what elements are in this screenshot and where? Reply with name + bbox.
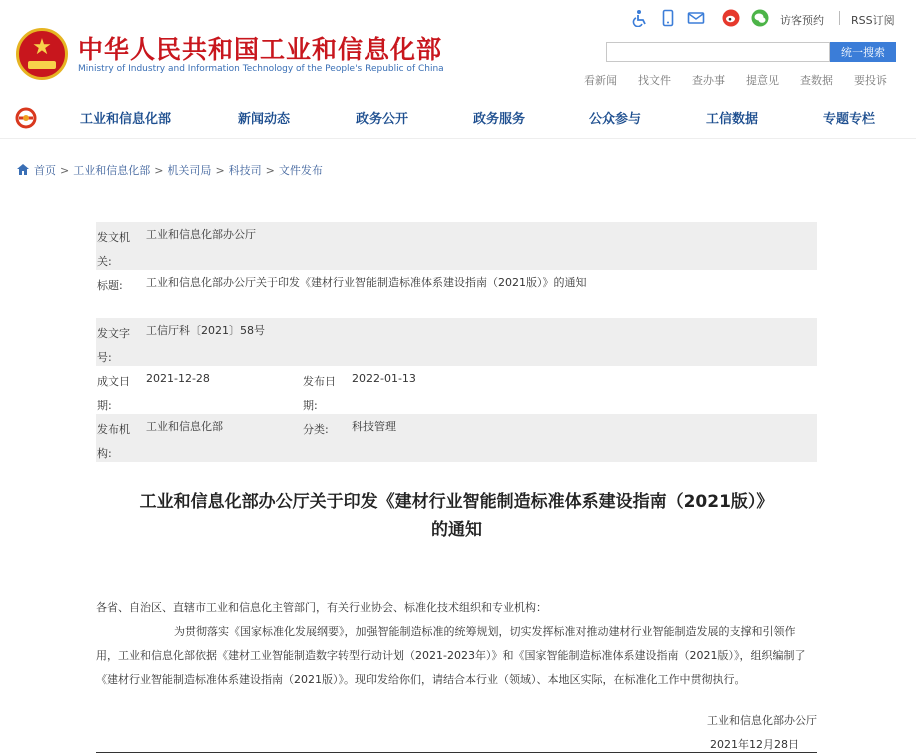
nav-item-participation[interactable]: 公众参与 [589,112,642,127]
nav-item-gov-affairs[interactable]: 政务公开 [356,112,409,127]
site-title[interactable]: 中华人民共和国工业和信息化部 [78,35,443,64]
document-paragraph: 为贯彻落实《国家标准化发展纲要》，加强智能制造标准的统筹规划，切实发挥标准对推动建材行业智能制造发展的支撑和引领作用，工业和信息化部依据《建材工业智能制造数字转型行动计划（2021-2023年）》和《国家智能制造标准体系建设指南（2021版）》，组织编制了《建材行业智能制造标准体系建设指南（2021版）》。现印发给你们，请结合本行业（领域）、本地区实际，在标准化工作中贯彻执行。 [96,625,806,686]
site-title-english: Ministry of Industry and Information Technology of the People's Republic of China [78,64,444,74]
mobile-icon[interactable] [659,9,677,27]
home-icon[interactable] [17,164,29,175]
nav-item-news[interactable]: 新闻动态 [238,112,291,127]
search-button[interactable]: 统一搜索 [830,42,896,62]
meta-row-doc-no [96,318,817,366]
accessibility-icon[interactable] [630,9,648,27]
breadcrumb-home[interactable]: 首页 [34,164,56,177]
nav-item-miit[interactable]: 工业和信息化部 [80,112,172,127]
meta-value-publish-date: 2022-01-13 [352,372,416,385]
quick-link-complaint[interactable]: 要投诉 [854,74,887,87]
meta-value-doc-no: 工信厅科〔2021〕58号 [146,324,265,337]
breadcrumb-separator: > [215,164,225,177]
site-header [0,0,916,96]
meta-value-category: 科技管理 [352,420,396,433]
nav-item-topics[interactable]: 专题专栏 [823,112,876,127]
meta-value-date: 2021-12-28 [146,372,210,385]
meta-row-publisher [96,414,817,462]
document-sign-date: 2021年12月28日 [710,738,799,751]
document-body [96,596,817,692]
weibo-icon[interactable] [722,9,740,27]
breadcrumb-departments[interactable]: 机关司局 [167,164,212,177]
breadcrumb-separator: > [154,164,164,177]
meta-label-date: 成文日期: [97,375,130,412]
breadcrumb-documents[interactable]: 文件发布 [278,164,323,177]
visitor-appointment-link[interactable]: 访客预约 [780,14,824,27]
meta-value-publisher: 工业和信息化部 [146,420,223,433]
meta-label-category: 分类: [303,423,329,436]
topbar-divider [839,11,840,25]
rss-link[interactable]: RSS订阅 [851,14,895,27]
quick-link-feedback[interactable]: 提意见 [746,74,779,87]
meta-row-title [96,270,817,318]
document-title-line2: 的通知 [431,520,482,540]
wechat-icon[interactable] [751,9,769,27]
document-title-line1: 工业和信息化部办公厅关于印发《建材行业智能制造标准体系建设指南（2021版）》 [139,492,774,512]
main-nav [0,98,916,139]
meta-value-issuer: 工业和信息化部办公厅 [146,228,256,241]
meta-label-publish-date: 发布日期: [303,375,336,412]
national-emblem-icon: ★ [16,28,68,80]
quick-link-news[interactable]: 看新闻 [584,74,617,87]
document-salutation: 各省、自治区、直辖市工业和信息化主管部门，有关行业协会、标准化技术组织和专业机构： [96,601,547,614]
miit-logo-icon[interactable] [14,106,38,130]
document-signature: 工业和信息化部办公厅 [707,714,817,727]
nav-item-services[interactable]: 政务服务 [473,112,526,127]
document-metadata-table [96,222,817,462]
breadcrumb-miit[interactable]: 工业和信息化部 [73,164,151,177]
meta-label-issuer: 发文机关: [97,231,130,268]
document-bottom-rule [96,752,817,753]
breadcrumb [17,162,323,178]
search-input[interactable] [606,42,830,62]
meta-row-issuer [96,222,817,270]
quick-link-files[interactable]: 找文件 [638,74,671,87]
breadcrumb-science-dept[interactable]: 科技司 [228,164,262,177]
meta-label-title: 标题: [97,279,123,292]
quick-link-data[interactable]: 查数据 [800,74,833,87]
meta-value-title: 工业和信息化部办公厅关于印发《建材行业智能制造标准体系建设指南（2021版）》的通知 [146,276,587,289]
breadcrumb-separator: > [265,164,275,177]
meta-label-publisher: 发布机构: [97,423,130,460]
meta-row-dates [96,366,817,414]
meta-label-doc-no: 发文字号: [97,327,130,364]
breadcrumb-separator: > [60,164,70,177]
nav-item-data[interactable]: 工信数据 [706,112,759,127]
document-title [96,488,817,544]
quick-link-services[interactable]: 查办事 [692,74,725,87]
mail-icon[interactable] [687,9,705,27]
